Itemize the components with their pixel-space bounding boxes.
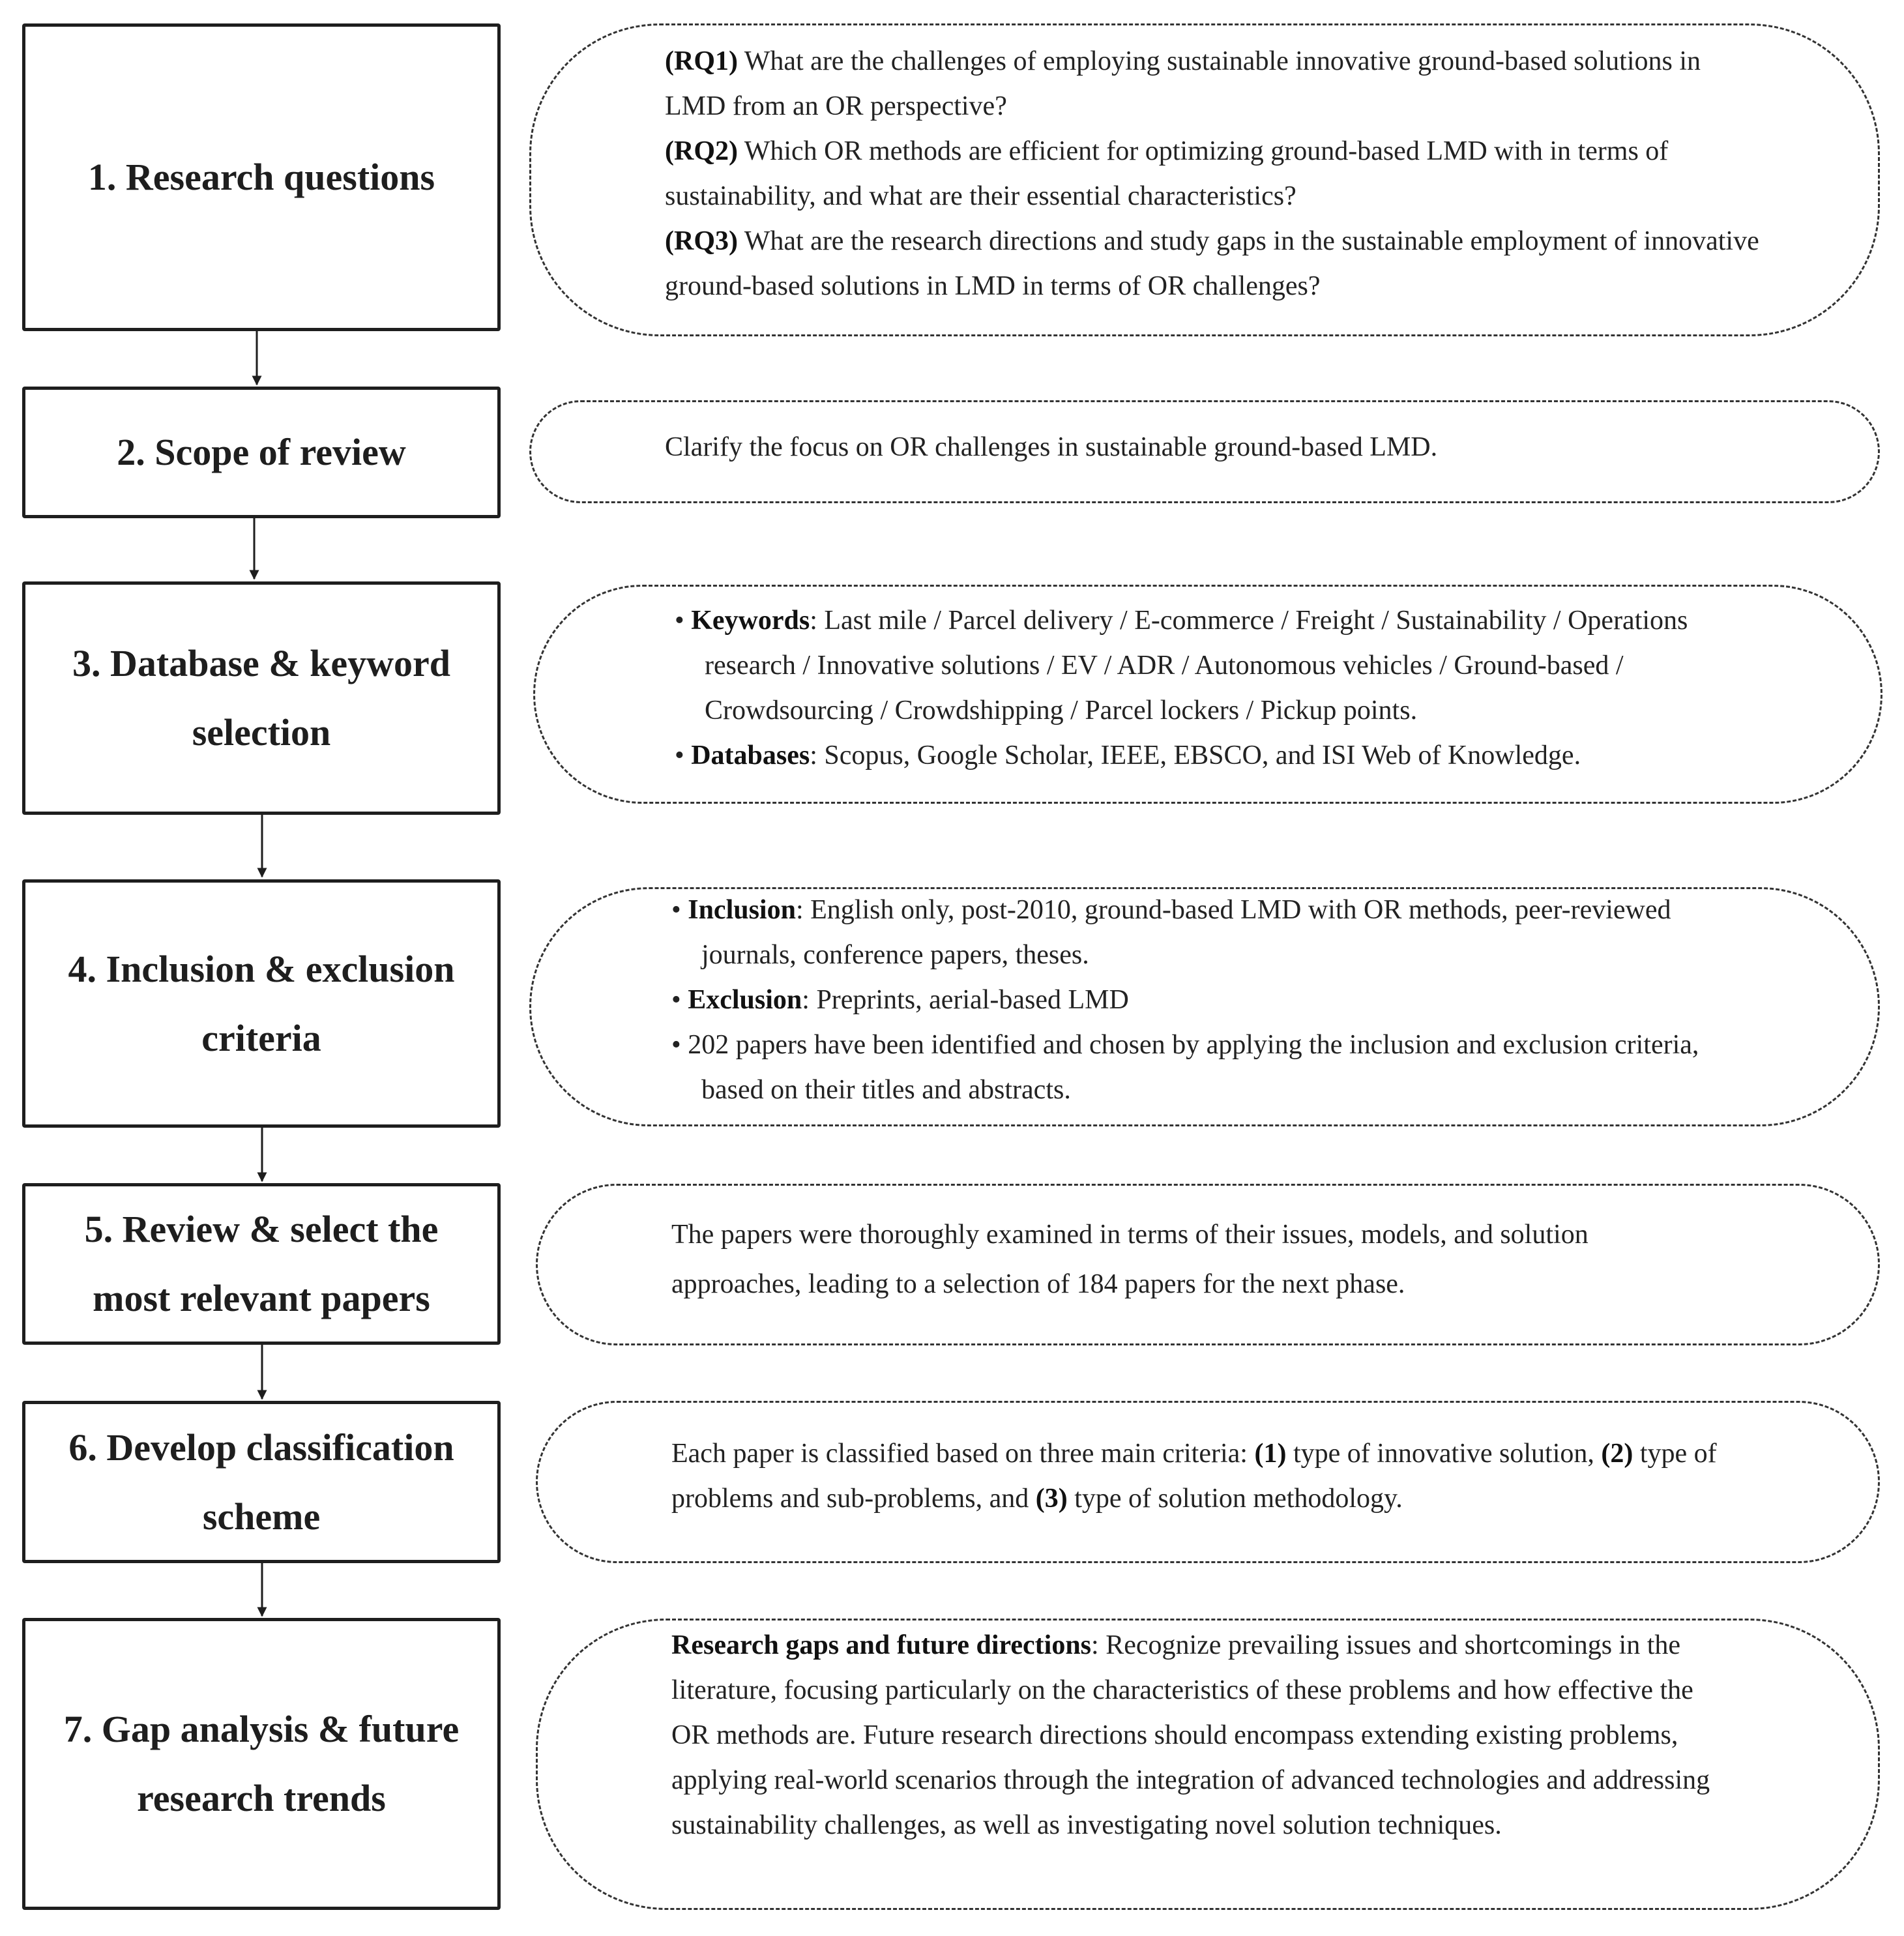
rq3: (RQ3) What are the research directions and study gaps in the sustainable employment of innovative ground-based solutions in LMD in terms of OR challenges? [665, 226, 1759, 301]
step-7-title: 7. Gap analysis & future research trends [63, 1708, 460, 1819]
step-7-box [22, 1618, 501, 1910]
gap-analysis-text: Research gaps and future directions: Recognize prevailing issues and shortcomings in the literature, focusing particularly on the characteristics of these problems and how effective the OR methods are. Future research directions should encompass extending existing problems, applying real-world scenarios through the integration of advanced technologies and addressing sustainability challenges, as well as investigating novel solution techniques. [671, 1630, 1710, 1840]
step-6-box [22, 1401, 501, 1563]
step-3-box [22, 581, 501, 815]
scope-text: Clarify the focus on OR challenges in sustainable ground-based LMD. [665, 432, 1438, 462]
step-2-box [22, 387, 501, 518]
step-1-box [22, 23, 501, 331]
inclusion-bullet: • Inclusion: English only, post-2010, ground-based LMD with OR methods, peer-reviewed journals, conference papers, theses. [671, 895, 1671, 970]
database-keywords-text [675, 598, 1718, 778]
research-questions-text [665, 39, 1760, 309]
inclusion-exclusion-text [671, 888, 1714, 1113]
step-4-title: 4. Inclusion & exclusion criteria [68, 947, 455, 1059]
step-5-title: 5. Review & select the most relevant papers [84, 1208, 439, 1319]
step-6-title: 6. Develop classification scheme [68, 1426, 454, 1538]
review-text: The papers were thoroughly examined in terms of their issues, models, and solution approaches, leading to a selection of 184 papers for the next phase. [671, 1220, 1589, 1299]
exclusion-bullet: • Exclusion: Preprints, aerial-based LMD [671, 985, 1129, 1015]
rq2: (RQ2) Which OR methods are efficient for optimizing ground-based LMD with in terms of sustainability, and what are their essential characteristics? [665, 136, 1669, 211]
rq1: (RQ1) What are the challenges of employing sustainable innovative ground-based solutions in LMD from an OR perspective? [665, 46, 1701, 121]
step-2-title: 2. Scope of review [117, 431, 406, 473]
step-4-box [22, 879, 501, 1128]
classification-text: Each paper is classified based on three main criteria: (1) type of innovative solution, (2) type of problems and sub-problems, and (3) type of solution methodology. [671, 1439, 1717, 1514]
keywords-bullet: • Keywords: Last mile / Parcel delivery / E-commerce / Freight / Sustainability / Operations research / Innovative solutions / EV / ADR / Autonomous vehicles / Ground-based / Crowdsourcing / Crowdshipping / Parcel lockers / Pickup points. [675, 606, 1688, 726]
step-1-title: 1. Research questions [87, 156, 435, 198]
databases-bullet: • Databases: Scopus, Google Scholar, IEEE, EBSCO, and ISI Web of Knowledge. [675, 741, 1581, 770]
papers-identified-bullet: • 202 papers have been identified and chosen by applying the inclusion and exclusion criteria, based on their titles and abstracts. [671, 1030, 1699, 1105]
step-3-title: 3. Database & keyword selection [72, 642, 450, 754]
step-5-box [22, 1183, 501, 1345]
